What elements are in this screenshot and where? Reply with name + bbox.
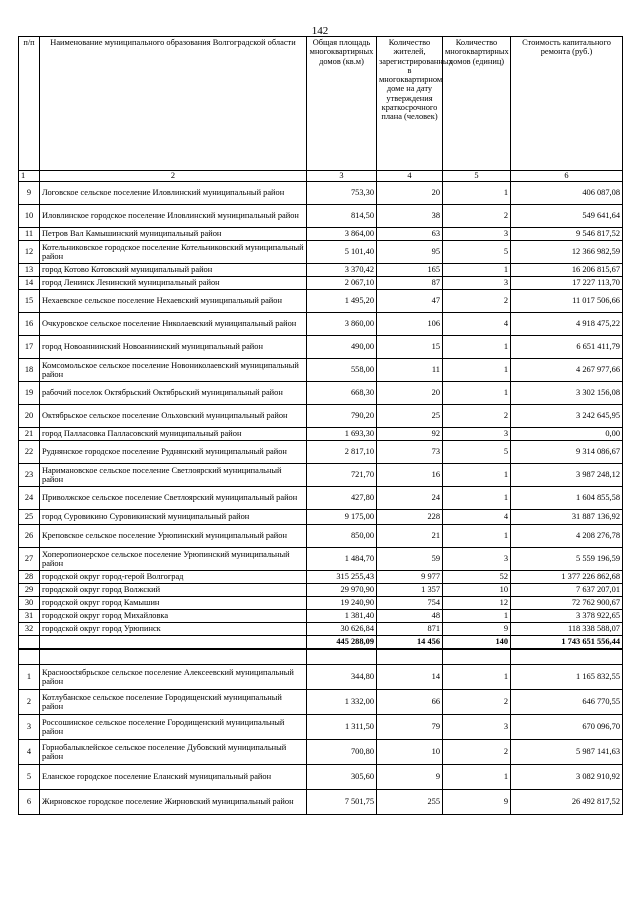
table-row [19, 441, 623, 464]
row-cost: 406 087,08 [511, 182, 623, 205]
row-houses: 1 [443, 182, 511, 205]
row-index: 3 [19, 715, 40, 740]
row-area: 305,60 [307, 765, 377, 790]
table-row [19, 487, 623, 510]
column-number: 6 [511, 171, 623, 182]
row-cost: 26 492 817,52 [511, 790, 623, 815]
table-row [19, 765, 623, 790]
row-houses: 2 [443, 690, 511, 715]
row-residents: 9 [377, 765, 443, 790]
row-index: 18 [19, 359, 40, 382]
total-blank [40, 636, 307, 650]
row-residents: 21 [377, 525, 443, 548]
row-residents: 38 [377, 205, 443, 228]
spacer-cell [307, 649, 377, 665]
row-cost: 3 378 922,65 [511, 610, 623, 623]
row-area: 3 370,42 [307, 264, 377, 277]
row-houses: 1 [443, 665, 511, 690]
table-row [19, 548, 623, 571]
row-residents: 25 [377, 405, 443, 428]
row-houses: 5 [443, 241, 511, 264]
row-houses: 1 [443, 487, 511, 510]
row-cost: 3 082 910,92 [511, 765, 623, 790]
row-residents: 79 [377, 715, 443, 740]
spacer-cell [40, 649, 307, 665]
spacer-cell [19, 649, 40, 665]
row-houses: 5 [443, 441, 511, 464]
header-cost: Стоимость капитального ремонта (руб.) [511, 37, 623, 171]
row-houses: 52 [443, 571, 511, 584]
row-index: 30 [19, 597, 40, 610]
table-row [19, 740, 623, 765]
row-area: 850,00 [307, 525, 377, 548]
total-cost: 1 743 651 556,44 [511, 636, 623, 650]
row-municipality: город Палласовка Палласовский муниципальный район [40, 428, 307, 441]
row-cost: 1 165 832,55 [511, 665, 623, 690]
row-municipality: Россошинское сельское поселение Городищенский муниципальный район [40, 715, 307, 740]
row-houses: 10 [443, 584, 511, 597]
row-area: 344,80 [307, 665, 377, 690]
row-cost: 670 096,70 [511, 715, 623, 740]
row-residents: 47 [377, 290, 443, 313]
row-cost: 3 302 156,08 [511, 382, 623, 405]
row-index: 17 [19, 336, 40, 359]
row-residents: 1 357 [377, 584, 443, 597]
row-municipality: Еланское городское поселение Еланский муниципальный район [40, 765, 307, 790]
row-houses: 1 [443, 765, 511, 790]
row-index: 4 [19, 740, 40, 765]
row-municipality: Логовское сельское поселение Иловлинский муниципальный район [40, 182, 307, 205]
row-residents: 14 [377, 665, 443, 690]
row-cost: 4 267 977,66 [511, 359, 623, 382]
row-area: 5 101,40 [307, 241, 377, 264]
row-residents: 9 977 [377, 571, 443, 584]
row-index: 14 [19, 277, 40, 290]
row-area: 30 626,84 [307, 623, 377, 636]
row-area: 3 860,00 [307, 313, 377, 336]
row-area: 1 381,40 [307, 610, 377, 623]
row-municipality: город Новоаннинский Новоаннинский муниципальный район [40, 336, 307, 359]
row-houses: 9 [443, 790, 511, 815]
row-area: 2 067,10 [307, 277, 377, 290]
row-cost: 4 208 276,78 [511, 525, 623, 548]
row-houses: 4 [443, 510, 511, 525]
table-row [19, 205, 623, 228]
table-row [19, 228, 623, 241]
row-houses: 2 [443, 740, 511, 765]
table-body-section-b [19, 665, 623, 815]
row-area: 490,00 [307, 336, 377, 359]
row-area: 814,50 [307, 205, 377, 228]
spacer-row [19, 649, 623, 665]
table-row [19, 510, 623, 525]
table-row [19, 290, 623, 313]
header-index: п/п [19, 37, 40, 171]
row-index: 2 [19, 690, 40, 715]
row-index: 16 [19, 313, 40, 336]
row-houses: 2 [443, 405, 511, 428]
row-index: 9 [19, 182, 40, 205]
row-municipality: городской округ город Михайловка [40, 610, 307, 623]
row-residents: 106 [377, 313, 443, 336]
row-municipality: Нехаевское сельское поселение Нехаевский муниципальный район [40, 290, 307, 313]
row-residents: 165 [377, 264, 443, 277]
row-index: 29 [19, 584, 40, 597]
row-municipality: городской округ город Урюпинск [40, 623, 307, 636]
row-houses: 1 [443, 382, 511, 405]
row-houses: 1 [443, 610, 511, 623]
header-municipality: Наименование муниципального образования Волгоградской области [40, 37, 307, 171]
row-residents: 59 [377, 548, 443, 571]
row-index: 22 [19, 441, 40, 464]
row-cost: 1 377 226 862,68 [511, 571, 623, 584]
row-municipality: город Котово Котовский муниципальный район [40, 264, 307, 277]
row-residents: 16 [377, 464, 443, 487]
spacer-cell [377, 649, 443, 665]
table-row [19, 313, 623, 336]
table-row [19, 182, 623, 205]
row-area: 29 970,90 [307, 584, 377, 597]
column-number: 2 [40, 171, 307, 182]
table-row [19, 336, 623, 359]
row-residents: 754 [377, 597, 443, 610]
row-cost: 1 604 855,58 [511, 487, 623, 510]
row-houses: 1 [443, 336, 511, 359]
table-row [19, 525, 623, 548]
row-residents: 20 [377, 182, 443, 205]
row-cost: 6 651 411,79 [511, 336, 623, 359]
row-municipality: Комсомольское сельское поселение Новониколаевский муниципальный район [40, 359, 307, 382]
row-index: 5 [19, 765, 40, 790]
column-number: 4 [377, 171, 443, 182]
row-cost: 12 366 982,59 [511, 241, 623, 264]
total-blank [19, 636, 40, 650]
row-municipality: городской округ город-герой Волгоград [40, 571, 307, 584]
row-area: 1 693,30 [307, 428, 377, 441]
table-row [19, 277, 623, 290]
table-row [19, 382, 623, 405]
row-index: 11 [19, 228, 40, 241]
row-index: 31 [19, 610, 40, 623]
row-index: 28 [19, 571, 40, 584]
column-number: 1 [19, 171, 40, 182]
table-row [19, 665, 623, 690]
spacer-cell [443, 649, 511, 665]
row-index: 27 [19, 548, 40, 571]
spacer-cell [511, 649, 623, 665]
total-row [19, 636, 623, 650]
row-cost: 17 227 113,70 [511, 277, 623, 290]
table-row [19, 690, 623, 715]
row-area: 9 175,00 [307, 510, 377, 525]
row-cost: 9 546 817,52 [511, 228, 623, 241]
row-residents: 255 [377, 790, 443, 815]
row-residents: 10 [377, 740, 443, 765]
table-row [19, 241, 623, 264]
row-municipality: рабочий поселок Октябрьский Октябрьский муниципальный район [40, 382, 307, 405]
row-area: 1 332,00 [307, 690, 377, 715]
row-index: 25 [19, 510, 40, 525]
row-houses: 3 [443, 715, 511, 740]
row-index: 12 [19, 241, 40, 264]
row-index: 26 [19, 525, 40, 548]
row-index: 15 [19, 290, 40, 313]
row-municipality: Очкуровское сельское поселение Николаевский муниципальный район [40, 313, 307, 336]
row-cost: 11 017 506,66 [511, 290, 623, 313]
table-row [19, 359, 623, 382]
row-houses: 1 [443, 264, 511, 277]
row-cost: 5 559 196,59 [511, 548, 623, 571]
row-municipality: Горнобалыклейское сельское поселение Дубовский муниципальный район [40, 740, 307, 765]
row-houses: 2 [443, 290, 511, 313]
row-area: 3 864,00 [307, 228, 377, 241]
row-municipality: Октябрьское сельское поселение Ольховский муниципальный район [40, 405, 307, 428]
row-residents: 92 [377, 428, 443, 441]
table-header-row [19, 37, 623, 171]
row-index: 1 [19, 665, 40, 690]
row-municipality: городской округ город Камышин [40, 597, 307, 610]
table-row [19, 610, 623, 623]
column-number-row [19, 171, 623, 182]
row-municipality: город Суровикино Суровикинский муниципальный район [40, 510, 307, 525]
row-cost: 72 762 900,67 [511, 597, 623, 610]
table-row [19, 790, 623, 815]
table-row [19, 597, 623, 610]
row-area: 7 501,75 [307, 790, 377, 815]
row-residents: 871 [377, 623, 443, 636]
table-row [19, 715, 623, 740]
row-area: 1 311,50 [307, 715, 377, 740]
row-houses: 4 [443, 313, 511, 336]
row-residents: 48 [377, 610, 443, 623]
row-houses: 3 [443, 428, 511, 441]
row-cost: 118 338 588,07 [511, 623, 623, 636]
row-cost: 549 641,64 [511, 205, 623, 228]
row-municipality: город Ленинск Ленинский муниципальный район [40, 277, 307, 290]
row-houses: 9 [443, 623, 511, 636]
row-municipality: Петров Вал Камышинский муниципальный район [40, 228, 307, 241]
row-houses: 2 [443, 205, 511, 228]
row-residents: 228 [377, 510, 443, 525]
row-municipality: Приволжское сельское поселение Светлоярский муниципальный район [40, 487, 307, 510]
table-row [19, 405, 623, 428]
row-area: 700,80 [307, 740, 377, 765]
row-municipality: Наримановское сельское поселение Светлоярский муниципальный район [40, 464, 307, 487]
row-area: 427,80 [307, 487, 377, 510]
table-row [19, 623, 623, 636]
row-cost: 646 770,55 [511, 690, 623, 715]
row-index: 21 [19, 428, 40, 441]
row-residents: 95 [377, 241, 443, 264]
row-residents: 87 [377, 277, 443, 290]
table-row [19, 571, 623, 584]
row-cost: 31 887 136,92 [511, 510, 623, 525]
row-index: 23 [19, 464, 40, 487]
row-cost: 0,00 [511, 428, 623, 441]
row-municipality: городской округ город Волжский [40, 584, 307, 597]
row-houses: 3 [443, 228, 511, 241]
row-cost: 16 206 815,67 [511, 264, 623, 277]
row-cost: 7 637 207,01 [511, 584, 623, 597]
row-municipality: Красноoctябрьское сельское поселение Алексеевский муниципальный район [40, 665, 307, 690]
row-municipality: Хоперопионерское сельское поселение Урюпинский муниципальный район [40, 548, 307, 571]
row-municipality: Жирновское городское поселение Жирновский муниципальный район [40, 790, 307, 815]
row-area: 558,00 [307, 359, 377, 382]
row-index: 19 [19, 382, 40, 405]
row-houses: 3 [443, 548, 511, 571]
row-cost: 5 987 141,63 [511, 740, 623, 765]
row-residents: 66 [377, 690, 443, 715]
row-index: 32 [19, 623, 40, 636]
table-row [19, 264, 623, 277]
row-municipality: Креповское сельское поселение Урюпинский муниципальный район [40, 525, 307, 548]
row-area: 315 255,43 [307, 571, 377, 584]
table-row [19, 584, 623, 597]
table-row [19, 464, 623, 487]
row-municipality: Иловлинское городское поселение Иловлинский муниципальный район [40, 205, 307, 228]
table-body-section-a [19, 182, 623, 636]
row-index: 20 [19, 405, 40, 428]
row-cost: 3 987 248,12 [511, 464, 623, 487]
table-row [19, 428, 623, 441]
row-municipality: Котельниковское городское поселение Котельниковский муниципальный район [40, 241, 307, 264]
table-total-section [19, 636, 623, 665]
row-index: 6 [19, 790, 40, 815]
row-index: 24 [19, 487, 40, 510]
repair-plan-table [18, 36, 623, 815]
row-residents: 20 [377, 382, 443, 405]
column-number: 3 [307, 171, 377, 182]
total-houses: 140 [443, 636, 511, 650]
row-residents: 73 [377, 441, 443, 464]
page-number: 142 [311, 25, 329, 37]
header-residents: Количество жителей, зарегистрированных в многоквартирном доме на дату утверждения краткосрочного плана (человек) [377, 37, 443, 171]
row-residents: 15 [377, 336, 443, 359]
row-residents: 11 [377, 359, 443, 382]
row-houses: 1 [443, 525, 511, 548]
header-houses: Количество многоквартирных домов (единиц) [443, 37, 511, 171]
row-cost: 3 242 645,95 [511, 405, 623, 428]
total-area: 445 288,09 [307, 636, 377, 650]
row-area: 753,30 [307, 182, 377, 205]
row-index: 10 [19, 205, 40, 228]
row-area: 2 817,10 [307, 441, 377, 464]
row-cost: 9 314 086,67 [511, 441, 623, 464]
row-area: 1 495,20 [307, 290, 377, 313]
total-residents: 14 456 [377, 636, 443, 650]
row-houses: 12 [443, 597, 511, 610]
row-area: 721,70 [307, 464, 377, 487]
row-area: 668,30 [307, 382, 377, 405]
row-houses: 1 [443, 464, 511, 487]
row-index: 13 [19, 264, 40, 277]
column-number: 5 [443, 171, 511, 182]
row-area: 19 240,90 [307, 597, 377, 610]
row-residents: 63 [377, 228, 443, 241]
header-area: Общая площадь многоквартирных домов (кв.м) [307, 37, 377, 171]
row-area: 1 484,70 [307, 548, 377, 571]
row-houses: 3 [443, 277, 511, 290]
row-municipality: Котлубанское сельское поселение Городищенский муниципальный район [40, 690, 307, 715]
row-houses: 1 [443, 359, 511, 382]
row-cost: 4 918 475,22 [511, 313, 623, 336]
row-municipality: Руднянское городское поселение Руднянский муниципальный район [40, 441, 307, 464]
row-residents: 24 [377, 487, 443, 510]
row-area: 790,20 [307, 405, 377, 428]
